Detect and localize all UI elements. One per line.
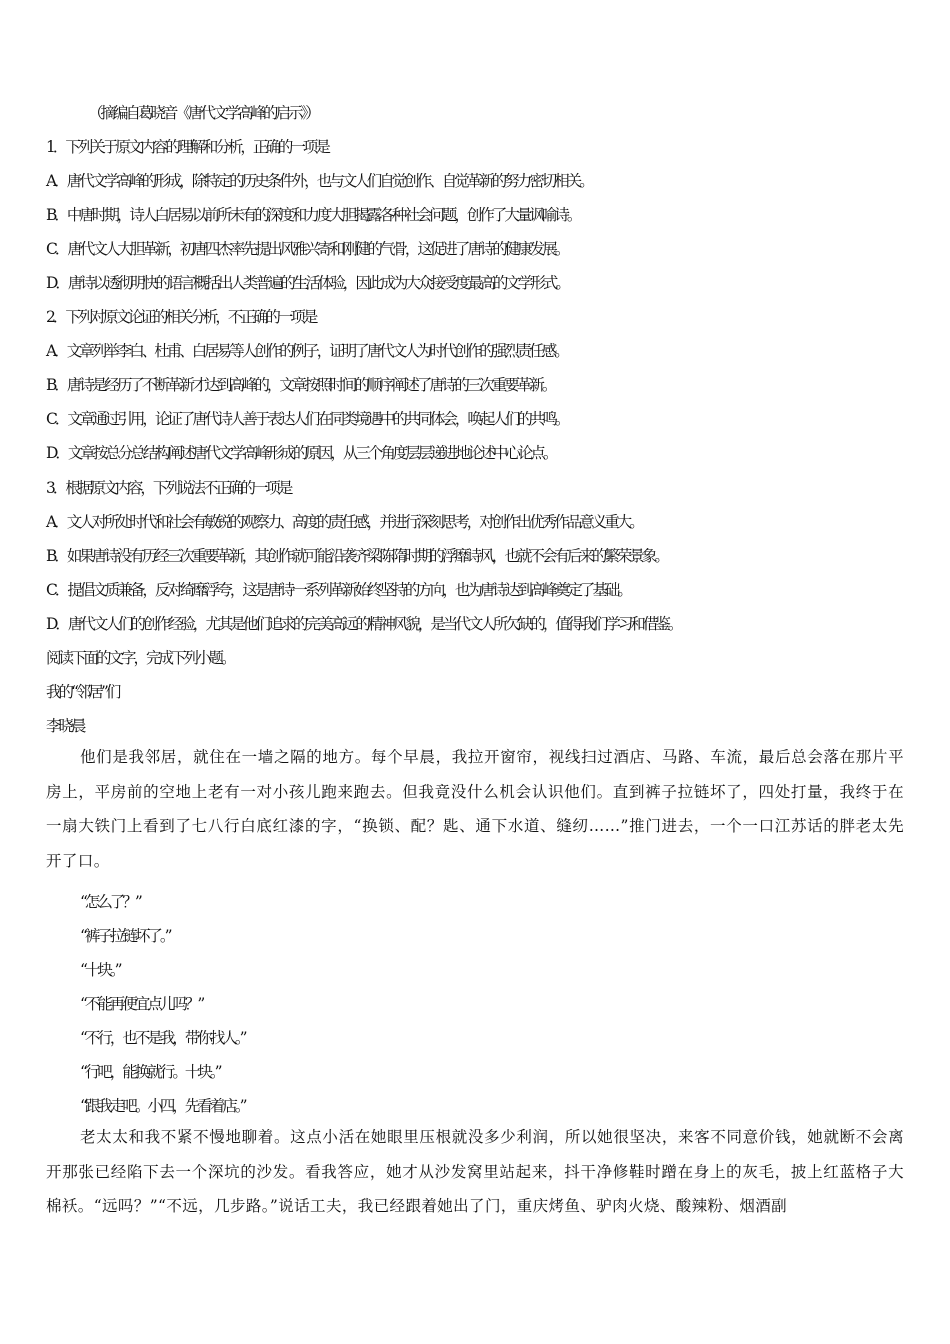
option-d: D．文章按总分总结构阐述唐代文学高峰形成的原因，从三个角度层层递进地论述中心论点。 <box>46 444 556 462</box>
story-author: 李晓晨 <box>46 717 84 735</box>
story-paragraph-1: 他们是我邻居，就住在一墙之隔的地方。每个早晨，我拉开窗帘，视线扫过酒店、马路、车流，最后总会落在那片平房上，平房前的空地上老有一对小孩儿跑来跑去。但我竟没什么机会认识他们。直到裤子拉链坏了，四处打量，我终于在一扇大铁门上看到了七八行白底红漆的字，“换锁、配？匙、通下水道、缝纫……”推门进去，一个一口江苏话的胖老太先开了口。 <box>46 748 904 870</box>
question-stem: 1．下列关于原文内容的理解和分析，正确的一项是 <box>46 138 328 156</box>
question-stem: 2．下列对原文论证的相关分析，不正确的一项是 <box>46 308 316 326</box>
option-c: C．提倡文质兼备，反对绮靡浮夸，这是唐诗一系列革新始终坚持的方向，也为唐诗达到高峰奠定了基础。 <box>46 581 630 599</box>
story-title: 我的“邻居”们 <box>46 683 119 701</box>
dialogue-line: “跟我走吧。小四，先看着店。” <box>80 1097 245 1115</box>
reading-instruction: 阅读下面的文字，完成下列小题。 <box>46 649 234 667</box>
source-citation: （摘编自葛晓音《唐代文学高峰的启示》） <box>88 104 318 122</box>
story-paragraph-2: 老太太和我不紧不慢地聊着。这点小活在她眼里压根就没多少利润，所以她很坚决，来客不同意价钱，她就断不会离开那张已经陷下去一个深坑的沙发。看我答应，她才从沙发窝里站起来，抖干净修鞋时蹭在身上的灰毛，披上红蓝格子大棉袄。“远吗？”“不远，几步路。”说话工夫，我已经跟着她出了门，重庆烤鱼、驴肉火烧、酸辣粉、烟酒副 <box>46 1128 904 1216</box>
option-b: B．中唐时期，诗人白居易以前所未有的深度和力度大胆揭露各种社会问题，创作了大量讽喻诗。 <box>46 206 580 224</box>
dialogue-line: “裤子拉链坏了。” <box>80 927 170 945</box>
question-stem: 3．根据原文内容，下列说法不正确的一项是 <box>46 479 291 497</box>
dialogue-line: “行吧，能换就行。十块。” <box>80 1063 220 1081</box>
dialogue-line: “不能再便宜点儿吗？” <box>80 995 203 1013</box>
option-a: A．文人对所处时代和社会有敏锐的观察力、高度的责任感，并进行深刻思考，对创作出优秀作品意义重大。 <box>46 513 642 531</box>
option-d: D．唐诗以透彻明快的语言概括出人类普遍的生活体验，因此成为大众接受度最高的文学形式。 <box>46 274 568 292</box>
option-c: C．唐代文人大胆革新，初唐四杰率先提出风雅兴寄和刚健的气骨，这促进了唐诗的健康发展。 <box>46 240 568 258</box>
option-a: A．文章列举李白、杜甫、白居易等人创作的例子，证明了唐代文人为时代创作的强烈责任感。 <box>46 342 567 360</box>
option-c: C．文章通过引用，论证了唐代诗人善于表达人们在同类境遇中的共同体会，唤起人们的共鸣。 <box>46 410 568 428</box>
option-a: A．唐代文学高峰的形成，除特定的历史条件外，也与文人们自觉创作、自觉革新的努力密切相关。 <box>46 172 592 190</box>
option-d: D．唐代文人们的创作经验，尤其是他们追求的完美高远的精神风貌，是当代文人所欠缺的，值得我们学习和借鉴。 <box>46 615 681 633</box>
dialogue-line: “不行，也不是我，带你找人。” <box>80 1029 245 1047</box>
dialogue-line: “十块。” <box>80 961 120 979</box>
dialogue-line: “怎么了？” <box>80 893 140 911</box>
option-b: B．唐诗是经历了不断革新才达到高峰的，文章按照时间的顺序阐述了唐诗的三次重要革新。 <box>46 376 555 394</box>
option-b: B．如果唐诗没有历经三次重要革新，其创作就可能沿袭齐梁陈隋时期的浮靡诗风，也就不会有后来的繁荣景象。 <box>46 547 667 565</box>
